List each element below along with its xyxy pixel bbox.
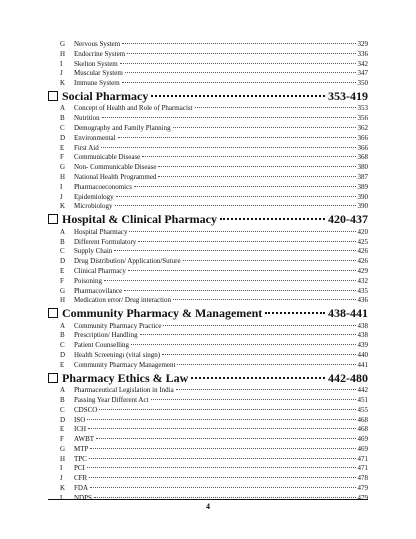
section-title: Pharmacy Ethics & Law bbox=[62, 370, 189, 385]
entry-page: 442 bbox=[357, 386, 368, 395]
entry-title: Community Pharmacy Practice bbox=[74, 321, 162, 330]
dot-leader bbox=[183, 260, 356, 261]
entry-page: 468 bbox=[357, 415, 368, 424]
toc-entry bbox=[48, 163, 368, 173]
toc-entry bbox=[48, 406, 368, 416]
entry-page: 441 bbox=[357, 360, 368, 369]
entry-page: 347 bbox=[357, 69, 368, 78]
entry-letter: B bbox=[60, 395, 65, 404]
entry-page: 366 bbox=[357, 133, 368, 142]
dot-leader bbox=[94, 497, 356, 498]
toc-entry bbox=[48, 331, 368, 341]
entry-title: Pharmaceutical Legislation in India bbox=[74, 386, 174, 395]
entry-letter: I bbox=[60, 59, 63, 68]
dot-leader bbox=[88, 428, 355, 429]
toc-entry bbox=[48, 484, 368, 494]
entry-page: 426 bbox=[357, 257, 368, 266]
entry-page: 356 bbox=[357, 114, 368, 123]
entry-title: Community Pharmacy Management bbox=[74, 360, 176, 369]
toc-entry bbox=[48, 247, 368, 257]
entry-title: Communicable Disease bbox=[74, 153, 141, 162]
toc-entry bbox=[48, 134, 368, 144]
toc-entry bbox=[48, 183, 368, 193]
dot-leader bbox=[142, 156, 355, 157]
entry-page: 479 bbox=[357, 493, 368, 502]
entry-page: 438 bbox=[357, 321, 368, 330]
entry-page: 479 bbox=[357, 484, 368, 493]
entry-title: Nervous System bbox=[74, 40, 121, 48]
entry-letter: C bbox=[60, 124, 65, 133]
entry-letter: A bbox=[60, 321, 66, 330]
section-page-range: 353-419 bbox=[328, 88, 368, 103]
entry-page: 380 bbox=[357, 163, 368, 172]
toc-entry bbox=[48, 104, 368, 114]
entry-letter: C bbox=[60, 247, 65, 256]
dot-leader bbox=[96, 438, 355, 439]
toc-entry bbox=[48, 173, 368, 183]
toc-entry bbox=[48, 257, 368, 267]
toc-entry bbox=[48, 435, 368, 445]
toc-entry bbox=[48, 238, 368, 248]
entry-letter: G bbox=[60, 163, 66, 172]
dot-leader bbox=[176, 389, 356, 390]
dot-leader bbox=[87, 419, 355, 420]
dot-leader bbox=[90, 448, 355, 449]
toc-entry bbox=[48, 267, 368, 277]
dot-leader bbox=[163, 325, 355, 326]
entry-page: 436 bbox=[357, 296, 368, 305]
toc-entry bbox=[48, 202, 368, 212]
entry-letter: G bbox=[60, 286, 66, 295]
entry-letter: E bbox=[60, 360, 65, 369]
entry-title: ISO bbox=[74, 415, 86, 424]
dot-leader bbox=[99, 409, 355, 410]
entry-title: PCI bbox=[74, 464, 85, 473]
entry-title: CFR bbox=[74, 474, 88, 483]
section-page-range: 442-480 bbox=[328, 370, 368, 385]
dot-leader bbox=[102, 117, 356, 118]
entry-page: 451 bbox=[357, 395, 368, 404]
entry-title: Clinical Pharmacy bbox=[74, 266, 126, 275]
toc-entry bbox=[48, 228, 368, 238]
toc-entry bbox=[48, 79, 368, 89]
entry-letter: H bbox=[60, 49, 66, 58]
entry-letter: B bbox=[60, 237, 65, 246]
entry-letter: F bbox=[60, 276, 64, 285]
entry-page: 426 bbox=[357, 247, 368, 256]
entry-title: Nutrition bbox=[74, 114, 100, 123]
entry-letter: J bbox=[60, 69, 63, 78]
entry-page: 425 bbox=[357, 237, 368, 246]
entry-letter: A bbox=[60, 104, 66, 113]
entry-title: Drug Distribution/ Application/Suture bbox=[74, 257, 181, 266]
section-title: Hospital & Clinical Pharmacy bbox=[62, 212, 217, 227]
dot-leader bbox=[87, 467, 356, 468]
entry-page: 387 bbox=[357, 173, 368, 182]
dot-leader bbox=[158, 166, 355, 167]
dot-leader bbox=[89, 458, 356, 459]
entry-letter: I bbox=[60, 182, 63, 191]
dot-leader bbox=[128, 270, 356, 271]
entry-title: MTP bbox=[74, 444, 89, 453]
entry-page: 440 bbox=[357, 351, 368, 360]
toc-entry bbox=[48, 50, 368, 60]
dot-leader bbox=[191, 377, 325, 379]
page-number: 4 bbox=[206, 502, 210, 511]
dot-leader bbox=[120, 63, 356, 64]
entry-letter: A bbox=[60, 227, 66, 236]
entry-page: 471 bbox=[357, 464, 368, 473]
section-page-range: 438-441 bbox=[328, 306, 368, 321]
entry-title: Different Formulatory bbox=[74, 237, 137, 246]
entry-page: 439 bbox=[357, 341, 368, 350]
entry-page: 362 bbox=[357, 124, 368, 133]
entry-title: National Health Programmed bbox=[74, 173, 157, 182]
entry-title: Health Screeningı (vital singn) bbox=[74, 351, 161, 360]
entry-title: CDSCO bbox=[74, 405, 98, 414]
dot-leader bbox=[158, 176, 355, 177]
toc-entry bbox=[48, 386, 368, 396]
section-title: Community Pharmacy & Management bbox=[62, 306, 263, 321]
entry-letter: G bbox=[60, 40, 66, 48]
entry-title: Demography and Family Planning bbox=[74, 124, 171, 133]
dot-leader bbox=[151, 95, 325, 97]
entry-letter: C bbox=[60, 405, 65, 414]
entry-letter: B bbox=[60, 114, 65, 123]
dot-leader bbox=[140, 334, 356, 335]
entry-letter: F bbox=[60, 435, 64, 444]
entry-title: TPC bbox=[74, 454, 87, 463]
toc-entry bbox=[48, 455, 368, 465]
entry-title: Medication error/ Drug interaction bbox=[74, 296, 171, 305]
entry-title: Concept of Health and Role of Pharmacist bbox=[74, 104, 193, 113]
entry-letter: I bbox=[60, 464, 63, 473]
entry-page: 438 bbox=[357, 331, 368, 340]
entry-title: Non- Communicable Disease bbox=[74, 163, 157, 172]
entry-page: 329 bbox=[357, 40, 368, 48]
entry-letter: E bbox=[60, 425, 65, 434]
entry-page: 478 bbox=[357, 474, 368, 483]
entry-title: FDA bbox=[74, 484, 89, 493]
entry-page: 455 bbox=[357, 405, 368, 414]
entry-title: AWBT bbox=[74, 435, 95, 444]
entry-title: Pharmacoeconomics bbox=[74, 182, 132, 191]
toc-entry bbox=[48, 69, 368, 79]
table-of-contents bbox=[48, 40, 368, 504]
entry-title: Poisoning bbox=[74, 276, 103, 285]
entry-letter: F bbox=[60, 153, 64, 162]
dot-leader bbox=[173, 299, 356, 300]
section-heading bbox=[48, 306, 368, 322]
toc-entry bbox=[48, 341, 368, 351]
entry-page: 336 bbox=[357, 49, 368, 58]
dot-leader bbox=[89, 477, 355, 478]
entry-page: 350 bbox=[357, 79, 368, 88]
dot-leader bbox=[265, 312, 325, 314]
entry-title: Prescription/ Handling bbox=[74, 331, 138, 340]
dot-leader bbox=[116, 196, 356, 197]
entry-page: 342 bbox=[357, 59, 368, 68]
entry-page: 368 bbox=[357, 153, 368, 162]
dot-leader bbox=[173, 127, 356, 128]
dot-leader bbox=[134, 186, 356, 187]
toc-entry bbox=[48, 396, 368, 406]
entry-title: Patient Counselling bbox=[74, 341, 130, 350]
toc-entry bbox=[48, 351, 368, 361]
toc-entry bbox=[48, 277, 368, 287]
dot-leader bbox=[151, 399, 356, 400]
toc-entry bbox=[48, 296, 368, 306]
entry-title: ICH bbox=[74, 425, 87, 434]
dot-leader bbox=[131, 344, 355, 345]
checkbox-icon bbox=[48, 373, 58, 383]
toc-entry bbox=[48, 361, 368, 371]
section-title: Social Pharmacy bbox=[62, 88, 149, 103]
entry-title: First Aid bbox=[74, 143, 99, 152]
checkbox-icon bbox=[48, 91, 58, 101]
checkbox-icon bbox=[48, 308, 58, 318]
entry-page: 389 bbox=[357, 182, 368, 191]
entry-letter: H bbox=[60, 173, 66, 182]
toc-entry bbox=[48, 193, 368, 203]
toc-entry bbox=[48, 464, 368, 474]
dot-leader bbox=[125, 72, 356, 73]
entry-title: Hospital Pharmacy bbox=[74, 227, 128, 236]
toc-entry bbox=[48, 40, 368, 50]
toc-entry bbox=[48, 416, 368, 426]
entry-page: 390 bbox=[357, 192, 368, 201]
entry-letter: D bbox=[60, 257, 66, 266]
toc-entry bbox=[48, 287, 368, 297]
entry-title: Epidemiology bbox=[74, 192, 114, 201]
entry-page: 469 bbox=[357, 444, 368, 453]
dot-leader bbox=[122, 43, 355, 44]
section-heading bbox=[48, 89, 368, 105]
dot-leader bbox=[90, 487, 355, 488]
entry-title: Supply Chain bbox=[74, 247, 113, 256]
section-heading bbox=[48, 212, 368, 228]
toc-entry bbox=[48, 474, 368, 484]
dot-leader bbox=[115, 205, 356, 206]
entry-letter: B bbox=[60, 331, 65, 340]
entry-page: 468 bbox=[357, 425, 368, 434]
checkbox-icon bbox=[48, 214, 58, 224]
dot-leader bbox=[129, 231, 355, 232]
dot-leader bbox=[127, 53, 355, 54]
toc-entry bbox=[48, 322, 368, 332]
toc-entry bbox=[48, 60, 368, 70]
dot-leader bbox=[122, 82, 356, 83]
toc-entry bbox=[48, 144, 368, 154]
entry-page: 471 bbox=[357, 454, 368, 463]
toc-entry bbox=[48, 124, 368, 134]
entry-title: NDPS bbox=[74, 493, 92, 502]
entry-letter: D bbox=[60, 133, 66, 142]
dot-leader bbox=[138, 241, 355, 242]
toc-entry bbox=[48, 114, 368, 124]
entry-letter: G bbox=[60, 444, 66, 453]
entry-letter: J bbox=[60, 192, 63, 201]
entry-title: Immune System bbox=[74, 79, 120, 88]
section-page-range: 420-437 bbox=[328, 212, 368, 227]
dot-leader bbox=[104, 280, 355, 281]
entry-letter: C bbox=[60, 341, 65, 350]
entry-title: Microbiology bbox=[74, 202, 113, 211]
entry-letter: H bbox=[60, 454, 66, 463]
entry-letter: E bbox=[60, 143, 65, 152]
dot-leader bbox=[118, 137, 356, 138]
entry-page: 432 bbox=[357, 276, 368, 285]
entry-title: Environmental bbox=[74, 133, 116, 142]
entry-letter: K bbox=[60, 484, 66, 493]
toc-entry bbox=[48, 425, 368, 435]
entry-letter: L bbox=[60, 493, 65, 502]
entry-title: Pharmacovilance bbox=[74, 286, 123, 295]
entry-page: 469 bbox=[357, 435, 368, 444]
section-heading bbox=[48, 371, 368, 387]
entry-letter: D bbox=[60, 415, 66, 424]
dot-leader bbox=[101, 147, 356, 148]
entry-title: Skelton System bbox=[74, 59, 118, 68]
dot-leader bbox=[162, 354, 355, 355]
entry-title: Endocrine System bbox=[74, 49, 126, 58]
page-footer bbox=[48, 499, 368, 511]
toc-entry bbox=[48, 445, 368, 455]
entry-page: 435 bbox=[357, 286, 368, 295]
entry-page: 420 bbox=[357, 227, 368, 236]
entry-letter: D bbox=[60, 351, 66, 360]
entry-page: 353 bbox=[357, 104, 368, 113]
entry-title: Muscular System bbox=[74, 69, 123, 78]
entry-letter: J bbox=[60, 474, 63, 483]
entry-page: 429 bbox=[357, 266, 368, 275]
entry-title: Passing Year Different Act bbox=[74, 395, 149, 404]
dot-leader bbox=[177, 364, 355, 365]
entry-letter: H bbox=[60, 296, 66, 305]
entry-page: 366 bbox=[357, 143, 368, 152]
entry-letter: E bbox=[60, 266, 65, 275]
entry-letter: A bbox=[60, 386, 66, 395]
entry-letter: K bbox=[60, 202, 66, 211]
entry-letter: K bbox=[60, 79, 66, 88]
dot-leader bbox=[114, 250, 355, 251]
dot-leader bbox=[220, 218, 325, 220]
dot-leader bbox=[195, 107, 356, 108]
dot-leader bbox=[124, 290, 355, 291]
entry-page: 390 bbox=[357, 202, 368, 211]
toc-entry bbox=[48, 153, 368, 163]
